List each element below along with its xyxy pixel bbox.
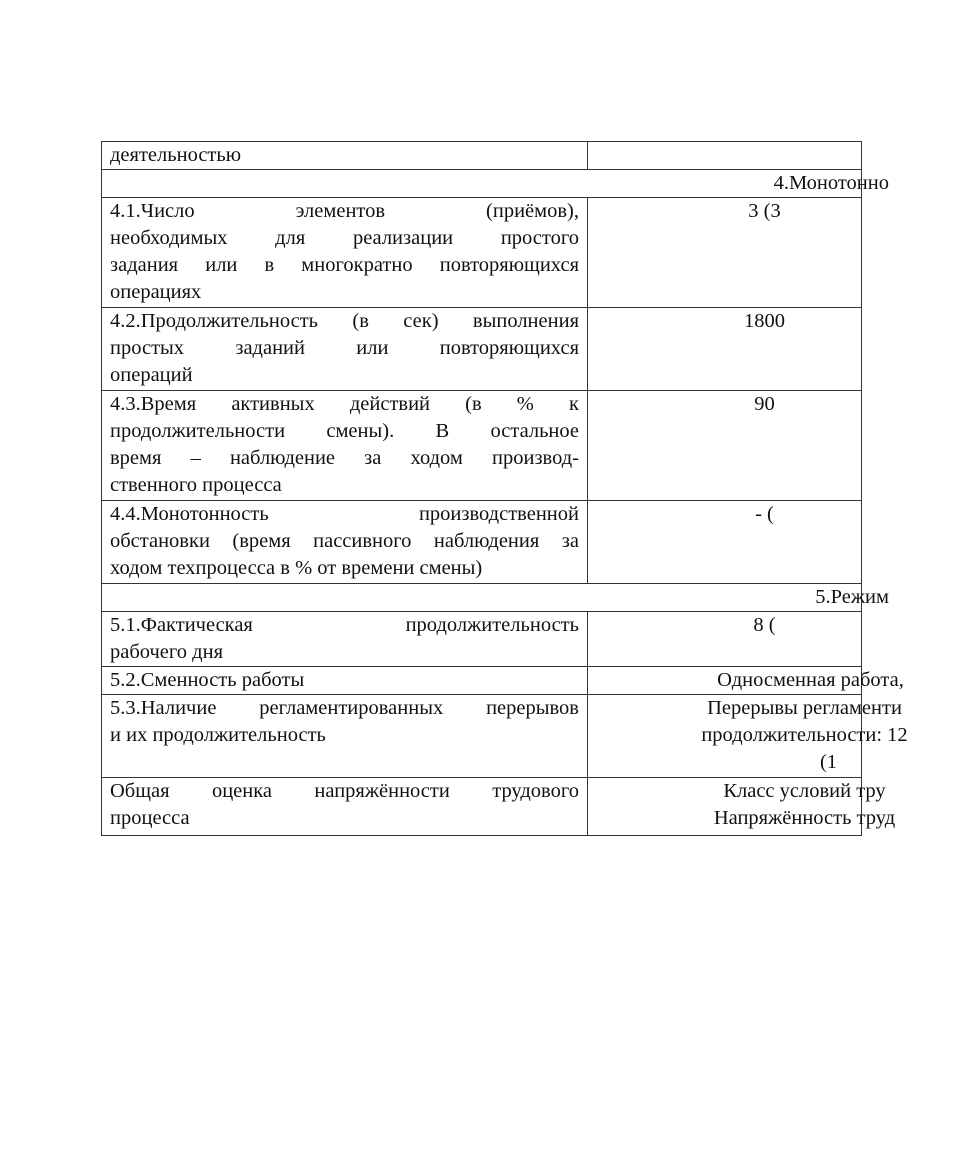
criterion-line: операций (110, 364, 193, 386)
table-row (102, 142, 862, 170)
criterion-cell (102, 778, 588, 836)
value-text: 3 (3 (748, 200, 781, 222)
criterion-line: 5.1.Фактическая продолжительность (110, 614, 579, 636)
criterion-line: задания или в многократно повторяющихся (110, 254, 579, 276)
criterion-cell (102, 198, 588, 308)
criterion-line: и их продолжительность (110, 724, 326, 746)
criterion-cell (102, 612, 588, 667)
value-cell (588, 778, 896, 836)
criterion-line: рабочего дня (110, 641, 224, 663)
criterion-cell (102, 501, 588, 584)
criterion-line: продолжительности смены). В остальное (110, 420, 579, 442)
criterion-line: ственного процесса (110, 474, 282, 496)
value-cell (588, 308, 862, 391)
criterion-cell: деятельностью (102, 142, 588, 170)
criterion-cell (102, 695, 588, 778)
table-row (102, 391, 862, 501)
value-text: - ( (755, 503, 774, 525)
table-row (102, 308, 862, 391)
value-text: 90 (754, 393, 775, 415)
criterion-line: операциях (110, 281, 202, 303)
value-cell (588, 501, 862, 584)
value-cell (588, 667, 904, 695)
assessment-table (101, 141, 908, 836)
criterion-line: Общая оценка напряжённости трудового (110, 780, 579, 802)
section-heading-4-text: 4.Монотонно (773, 172, 889, 194)
value-line: Класс условий тру (723, 780, 886, 802)
criterion-cell (102, 308, 588, 391)
value-line: (1 (819, 751, 838, 773)
value-text: Односменная работа, (717, 669, 904, 691)
criterion-line: процесса (110, 807, 190, 829)
criterion-cell: 5.2.Сменность работы (102, 667, 588, 695)
table-row (102, 612, 862, 667)
section-row (102, 584, 862, 612)
criterion-line: 4.1.Число элементов (приёмов), (110, 200, 579, 222)
section-heading-5-text: 5.Режим (815, 586, 889, 608)
table-row (102, 198, 862, 308)
criterion-line: обстановки (время пассивного наблюдения за (110, 530, 579, 552)
criterion-cell (102, 391, 588, 501)
criterion-line: время – наблюдение за ходом производ- (110, 447, 579, 469)
criterion-line: 4.2.Продолжительность (в сек) выполнения (110, 310, 579, 332)
section-row (102, 170, 862, 198)
value-cell (588, 695, 908, 778)
value-cell (588, 612, 862, 667)
criterion-line: простых заданий или повторяющихся (110, 337, 579, 359)
table-row (102, 778, 862, 836)
value-cell (588, 142, 862, 170)
value-text: 8 ( (753, 614, 776, 636)
value-cell (588, 391, 862, 501)
section-heading-4 (102, 170, 889, 198)
section-heading-5 (102, 584, 889, 612)
value-line: Напряжённость труд (713, 807, 896, 829)
criterion-line: 4.3.Время активных действий (в % к (110, 393, 579, 415)
criterion-line: необходимых для реализации простого (110, 227, 579, 249)
value-line: Перерывы регламенти (707, 697, 902, 719)
value-text: 1800 (744, 310, 785, 332)
criterion-line: ходом техпроцесса в % от времени смены) (110, 557, 483, 579)
criterion-line: 5.3.Наличие регламентированных перерывов (110, 697, 579, 719)
value-line: продолжительности: 12 (701, 724, 908, 746)
table-row (102, 501, 862, 584)
value-cell (588, 198, 862, 308)
table-row (102, 695, 862, 778)
criterion-line: 4.4.Монотонность производственной (110, 503, 579, 525)
table-row (102, 667, 862, 695)
